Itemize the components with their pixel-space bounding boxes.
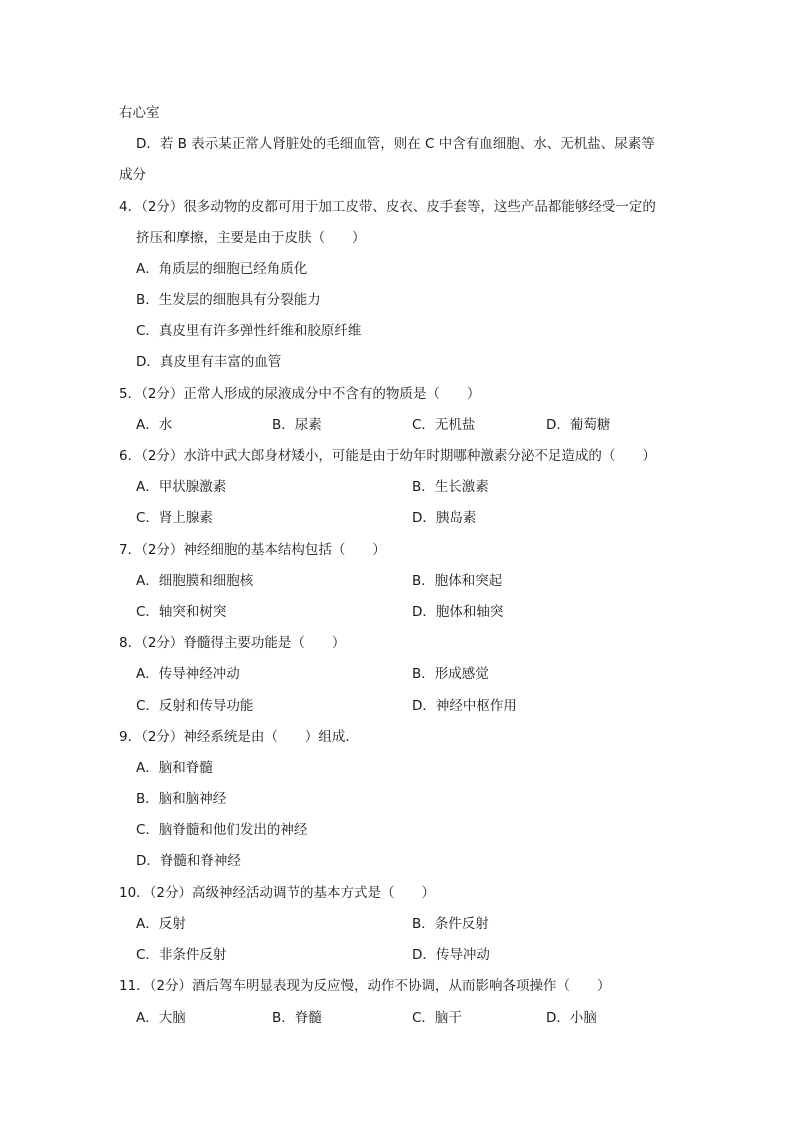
- question-6-option-d: D．胰岛素: [412, 510, 477, 526]
- question-10-option-c: C．非条件反射: [136, 947, 227, 963]
- question-6-option-a: A．甲状腺激素: [136, 479, 227, 495]
- question-8-option-d: D．神经中枢作用: [412, 698, 517, 714]
- question-11-option-c: C．脑干: [412, 1010, 462, 1026]
- question-6-option-b: B．生长激素: [412, 479, 489, 495]
- question-6-option-c: C．肾上腺素: [136, 510, 213, 526]
- question-10-option-d: D．传导冲动: [412, 947, 490, 963]
- question-11-stem: 11．（2分）酒后驾车明显表现为反应慢，动作不协调，从而影响各项操作（ ）: [119, 978, 611, 994]
- question-4-option-b: B．生发层的细胞具有分裂能力: [136, 292, 321, 308]
- question-8-option-a: A．传导神经冲动: [136, 666, 240, 682]
- question-9-option-c: C．脑脊髓和他们发出的神经: [136, 822, 308, 838]
- question-6-stem: 6．（2分）水浒中武大郎身材矮小，可能是由于幼年时期哪种激素分泌不足造成的（ ）: [119, 448, 656, 464]
- question-7-option-a: A．细胞膜和细胞核: [136, 573, 254, 589]
- question-5-stem: 5．（2分）正常人形成的尿液成分中不含有的物质是（ ）: [119, 386, 481, 402]
- question-4-option-d: D．真皮里有丰富的血管: [136, 354, 282, 370]
- question-4-option-c: C．真皮里有许多弹性纤维和胶原纤维: [136, 323, 362, 339]
- question-9-option-d: D．脊髓和脊神经: [136, 853, 241, 869]
- question-11-option-a: A．大脑: [136, 1010, 186, 1026]
- question-9-stem: 9．（2分）神经系统是由（ ）组成．: [119, 729, 359, 745]
- question-10-option-b: B．条件反射: [412, 916, 489, 932]
- continued-text-line: 右心室: [119, 105, 160, 121]
- question-5-option-c: C．无机盐: [412, 417, 476, 433]
- question-8-option-c: C．反射和传导功能: [136, 698, 254, 714]
- question-11-option-b: B．脊髓: [272, 1010, 322, 1026]
- question-9-option-a: A．脑和脊髓: [136, 760, 213, 776]
- question-4-option-a: A．角质层的细胞已经角质化: [136, 261, 308, 277]
- question-11-option-d: D．小脑: [546, 1010, 597, 1026]
- question-4-stem-cont: 挤压和摩擦，主要是由于皮肤（ ）: [136, 230, 366, 246]
- question-7-stem: 7．（2分）神经细胞的基本结构包括（ ）: [119, 542, 386, 558]
- continued-option-d: D．若 B 表示某正常人肾脏处的毛细血管，则在 C 中含有血细胞、水、无机盐、尿素等: [136, 136, 655, 152]
- question-8-option-b: B．形成感觉: [412, 666, 489, 682]
- question-7-option-c: C．轴突和树突: [136, 604, 227, 620]
- question-5-option-d: D．葡萄糖: [546, 417, 611, 433]
- question-10-stem: 10．（2分）高级神经活动调节的基本方式是（ ）: [119, 885, 436, 901]
- question-4-stem: 4．（2分）很多动物的皮都可用于加工皮带、皮衣、皮手套等，这些产品都能够经受一定的: [119, 199, 656, 215]
- question-5-option-a: A．水: [136, 417, 173, 433]
- question-10-option-a: A．反射: [136, 916, 186, 932]
- question-7-option-b: B．胞体和突起: [412, 573, 503, 589]
- question-9-option-b: B．脑和脑神经: [136, 791, 227, 807]
- question-8-stem: 8．（2分）脊髓得主要功能是（ ）: [119, 635, 346, 651]
- question-5-option-b: B．尿素: [272, 417, 322, 433]
- question-7-option-d: D．胞体和轴突: [412, 604, 504, 620]
- continued-text-line: 成分: [119, 167, 146, 183]
